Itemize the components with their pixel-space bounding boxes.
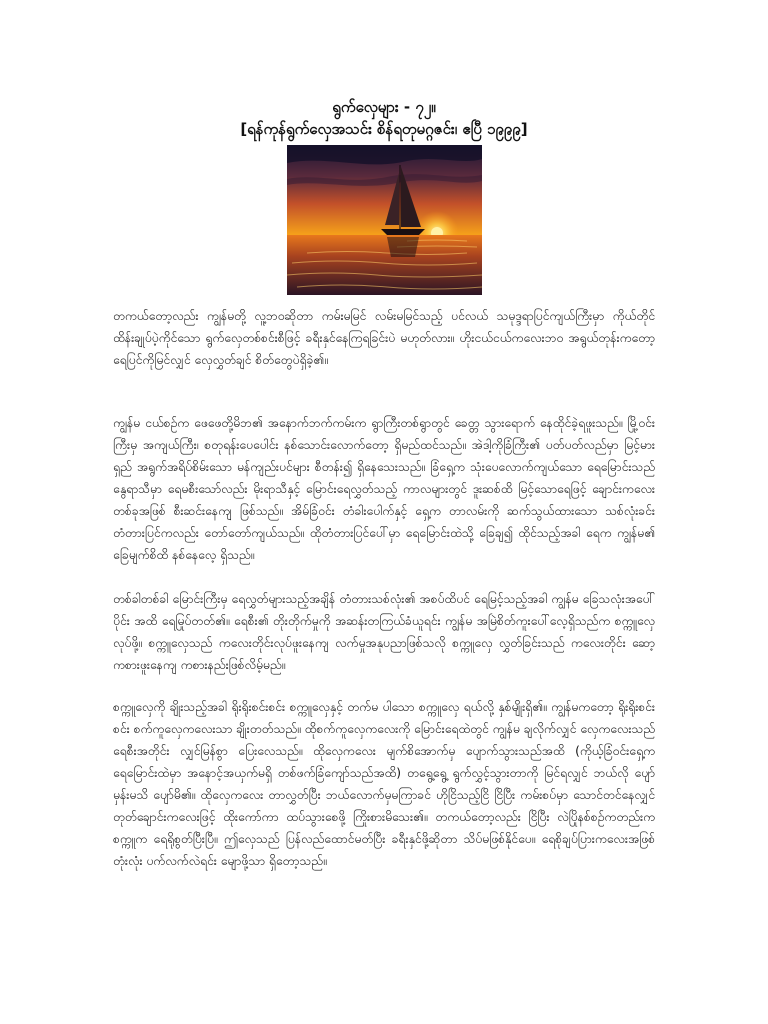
- paragraph-2: ကျွန်မ ငယ်စဉ်က ဖေဖေတို့မိဘ၏ အနောက်ဘက်ကမ်းက ရွာကြီးတစ်ရွာတွင် ခေတ္တ သွားရောက် နေထိုင်ခဲ့ရဖူးသည်။ မြို့ဝင်းကြီးမှ အကျယ်ကြီး၊ စတုရန်းပေပေါင်း နစ်သောင်းလောက်တော့ ရှိမည်ထင်သည်။ အဲဒါ့ကိုခြံကြီး၏ ပတ်ပတ်လည်မှာ မြင့်မားရှည် အရွက်အရိပ်စိမ်းသော မန်ကျည်းပင်များ စီတန်း၍ ရှိနေသေးသည်။ ခြံရှေ့က သုံးပေလောက်ကျယ်သော ရေမြောင်းသည် နွေရာသီမှာ ရေမစီးသော်လည်း မိုးရာသီနှင့် မြောင်းရေလွှတ်သည့် ကာလများတွင် ဒူးဆစ်ထိ မြင့်သောရေဖြင့် ချောင်းကလေးတစ်ခုအဖြစ် စီးဆင်းနေကျ ဖြစ်သည်။ အိမ်ခြံဝင်း တံခါးပေါက်နှင့် ရှေ့က တာလမ်းကို ဆက်သွယ်ထားသော သစ်လုံးခင်း တံတားပြင်ကလည်း တော်တော်ကျယ်သည်။ ထိုတံတားပြင်ပေါ်မှာ ရေမြောင်းထဲသို့ ခြေချ၍ ထိုင်သည့်အခါ ရေက ကျွန်မ၏ ခြေမျက်စိထိ နစ်နေလေ့ ရှိသည်။: [113, 416, 655, 563]
- article-title: ရွက်လှေများ - ၇၂။: [332, 98, 436, 116]
- paragraph-3: တစ်ခါတစ်ခါ မြောင်းကြီးမှ ရေလွှတ်များသည့်အချိန် တံတားသစ်လုံး၏ အစပ်ထိပင် ရေမြင့်သည့်အခါ ကျွန်မ ခြေသလုံးအပေါ်ပိုင်း အထိ ရေမြုပ်တတ်၏။ ရေစီး၏ တိုးတိုက်မှုကို အဆန်းတကြယ်ခံယူရင်း ကျွန်မ အမြဲစိတ်ကူးပေါ်လေ့ရှိသည်က စက္ကူလှေလုပ်ဖို့။ စက္ကူလှေသည် ကလေးတိုင်းလုပ်ဖူးနေကျ လက်မှုအနုပညာဖြစ်သလို စက္ကူလှေ လွှတ်ခြင်းသည် ကလေးတိုင်း ဆော့ကစားဖူးနေကျ ကစားနည်းဖြစ်လိမ့်မည်။: [113, 592, 655, 673]
- sailboat-sunset-photo: [287, 145, 482, 295]
- paragraph-1: တကယ်တော့လည်း ကျွန်မတို့ လူ့ဘဝဆိုတာ ကမ်းမမြင် လမ်းမမြင်သည့် ပင်လယ် သမုဒ္ဒရာပြင်ကျယ်ကြီးမှာ ကိုယ်တိုင် ထိန်းချုပ်ပဲ့ကိုင်သော ရွက်လှေတစ်စင်းစီဖြင့် ခရီးနှင်နေကြရခြင်းပဲ မဟုတ်လား။ ဟိုးငယ်ငယ်ကလေးဘဝ အရွယ်တုန်းကတော့ ရေပြင်ကိုမြင်လျှင် လှေလွှတ်ချင် စိတ်တွေပဲရှိခဲ့၏။: [113, 309, 655, 368]
- article-source: [ရန်ကုန်ရွက်လှေအသင်း စိန်ရတုမဂ္ဂဇင်း၊ ဧပြီ ၁၉၉၉]: [240, 120, 528, 138]
- paragraph-4: စက္ကူလှေကို ချိုးသည့်အခါ ရိုးရိုးစင်းစင်း စက္ကူလှေနှင့် တက်မ ပါသော စက္ကူလှေ ရယ်လို့ နှစ်မျိုးရှိ၏။ ကျွန်မကတော့ ရိုးရိုးစင်းစင်း စက်ကူလှေကလေးသာ ချိုးတတ်သည်။ ထိုစက်ကူလှေကလေးကို မြောင်းရေထဲတွင် ကျွန်မ ချလိုက်လျှင် လှေကလေးသည် ရေစီးအတိုင်း လျှင်မြန်စွာ ပြေးလေသည်။ ထိုလှေကလေး မျက်စိအောက်မှ ပျောက်သွားသည်အထိ (ကိုယ့်ခြံဝင်းရှေ့က ရေမြောင်းထဲမှာ အနောင့်အယှက်မရှိ တစ်ဖက်ခြံကျော်သည်အထိ) တရွေ့ရွေ့ ရွက်လွှင့်သွားတာကို မြင်ရလျှင် ဘယ်လို ပျော်မှန်းမသိ ပျော်မိ၏။ ထိုလှေကလေး တာလွှတ်ပြီး ဘယ်လောက်မှမကြာခင် ဟိုငြိသည့်ငြိ ငြိပြီး ကမ်းစပ်မှာ သောင်တင်နေလျှင် တုတ်ချောင်းကလေးဖြင့် ထိုးကော်ကာ ထပ်သွားစေဖို့ ကြိုးစားမိသေး၏။ တကယ်တော့လည်း ငြိပြီး လဲပြိုနစ်စဉ်ကတည်းက စက္ကူက ရေရိုစွတ်ပြီးပြီ။ ဤလှေသည် ပြန်လည်ထောင်မတ်ပြီး ခရီးနှင်ဖို့ဆိုတာ သိပ်မဖြစ်နိုင်ပေ။ ရေစိုချပ်ပြားကလေးအဖြစ် တုံးလုံး ပက်လက်လဲရင်း မျောဖို့သာ ရှိတော့သည်။: [113, 700, 656, 869]
